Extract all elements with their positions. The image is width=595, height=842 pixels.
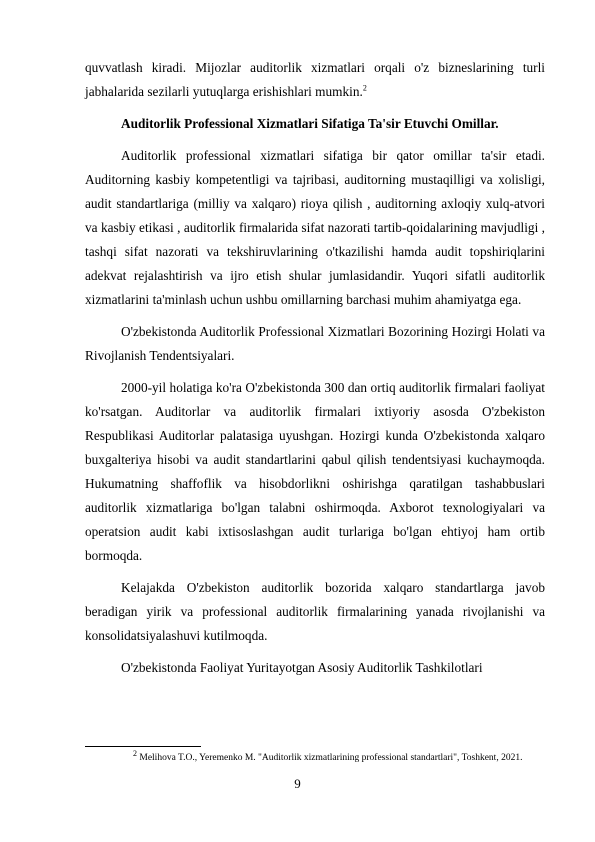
footnote-text: Melihova T.O., Yeremenko M. "Auditorlik xizmatlarining professional standartlari", Toshkent, 2021. [137, 753, 523, 763]
paragraph-organizations-title: O'zbekistonda Faoliyat Yuritayotgan Asosiy Auditorlik Tashkilotlari [121, 660, 483, 675]
paragraph-continuation [85, 56, 545, 104]
footnote [85, 748, 545, 766]
footnote-separator [85, 746, 201, 747]
footnote-reference: 2 [362, 83, 367, 93]
paragraph-text: quvvatlash kiradi. Mijozlar auditorlik xizmatlari orqali o'z bizneslarining turli jabhalarida sezilarli yutuqlarga erishishlari mumkin. [85, 60, 545, 99]
paragraph-market-title: O'zbekistonda Auditorlik Professional Xizmatlari Bozorining Hozirgi Holati va Rivojlanish Tendentsiyalari. [85, 324, 545, 363]
footnote-number: 2 [133, 748, 137, 758]
paragraph-market-state: 2000-yil holatiga ko'ra O'zbekistonda 300 dan ortiq auditorlik firmalari faoliyat ko'rsatgan. Auditorlar va auditorlik firmalari ixtiyoriy asosda O'zbekiston Respublikasi Auditorlar palatasiga uyushgan. Hozirgi kunda O'zbekistonda xalqaro buxgalteriya hisobi va audit standartlarini qabul qilish tendentsiyasi kuchaymoqda. Hukumatning shaffoflik va hisobdorlikni oshirishga qaratilgan tashabbuslari auditorlik xizmatlariga bo'lgan talabni oshirmoqda. Axborot texnologiyalari va operatsion audit kabi ixtisoslashgan audit turlariga bo'lgan ehtiyoj ham ortib bormoqda. [85, 380, 545, 563]
page-number: 9 [294, 776, 301, 791]
body-text [85, 56, 545, 680]
paragraph-future: Kelajakda O'zbekiston auditorlik bozorida xalqaro standartlarga javob beradigan yirik va professional auditorlik firmalarining yanada rivojlanishi va konsolidatsiyalashuvi kutilmoqda. [85, 580, 545, 643]
paragraph-factors: Auditorlik professional xizmatlari sifatiga bir qator omillar ta'sir etadi. Auditorning kasbiy kompetentligi va tajribasi, auditorning mustaqilligi va xolisligi, audit standartlariga (milliy va xalqaro) rioya qilish , auditorning axloqiy xulq-atvori va kasbiy etikasi , auditorlik firmalarida sifat nazorati tartib-qoidalarining mavjudligi , tashqi sifat nazorati va tekshiruvlarining o'tkazilishi hamda audit topshiriqlarini adekvat rejalashtirish va ijro etish shular jumlasidandir. Yuqori sifatli auditorlik xizmatlarini ta'minlash uchun ushbu omillarning barchasi muhim ahamiyatga ega. [85, 148, 545, 307]
section-heading: Auditorlik Professional Xizmatlari Sifatiga Ta'sir Etuvchi Omillar. [121, 116, 499, 131]
